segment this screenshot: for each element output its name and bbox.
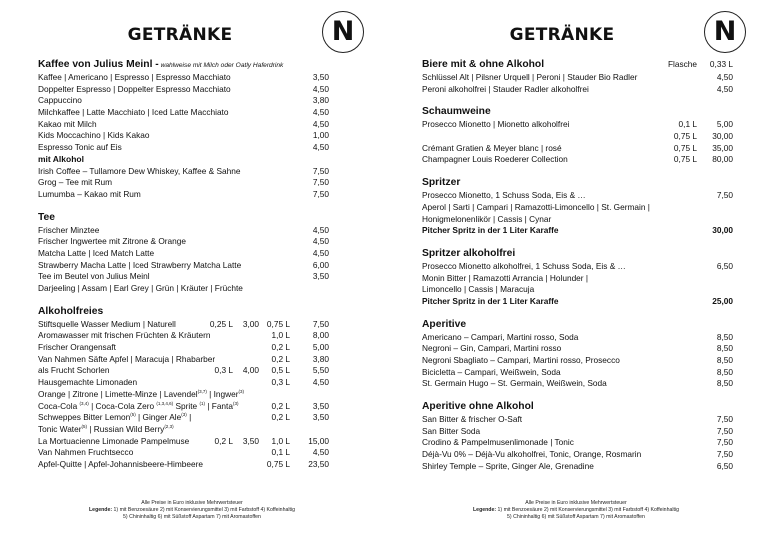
item-price: 8,50 [716,355,733,365]
menu-item [38,365,348,377]
section-heading [38,304,348,319]
item-size: 0,75 L [673,142,697,153]
section-title: Alkoholfreies [38,305,104,317]
allergen-note: (3,7) [197,389,207,395]
item-price: 3,50 [312,271,329,282]
menu-item [422,296,734,308]
item-price: 7,50 [312,177,329,188]
item-size: 1,0 L [271,330,290,341]
spacer [422,166,734,175]
menu-item [422,119,734,131]
item-price: 30,00 [712,131,733,142]
item-name: Americano – Campari, Martini rosso, Soda [422,331,579,342]
item-price: 4,50 [312,377,329,388]
item-price: 1,00 [312,130,329,141]
menu-item [38,354,348,366]
item-name: Negroni – Gin, Campari, Martini rosso [422,343,562,354]
section-title: Aperitive [422,318,467,330]
item-name: Hausgemachte Limonaden [38,377,138,388]
item-size: 0,2 L [271,400,290,411]
item-price: 4,50 [312,142,329,153]
footer-line: 5) Chininhaltig 6) mit Süßstoff Aspartam 7) mit Aromastoffen [507,514,645,520]
item-name-part: | Ginger Ale [135,412,182,423]
item-price: 8,50 [716,331,733,342]
menu-item [422,84,734,96]
item-name: Crémant Gratien & Meyer blanc | rosé [422,142,562,153]
item-name-part: Tonic Water [38,423,82,434]
item-name: Lumumba – Kakao mit Rum [38,188,141,199]
item-name: Grog – Tee mit Rum [38,177,113,188]
menu-item [38,447,348,459]
legend-label: Legende: [473,507,497,513]
section-heading [422,57,734,72]
item-name: Apfel-Quitte | Apfel-Johannisbeere-Himbeere [38,458,203,469]
allergen-note: (3,4) [79,400,89,406]
item-name: Kids Moccachino | Kids Kakao [38,130,150,141]
item-name: St. Germain Hugo – St. Germain, Weißwein, Soda [422,378,607,389]
menu-item [38,119,348,131]
item-price: 4,50 [716,72,733,82]
allergen-note: (3) [232,400,239,406]
item-name: Peroni alkoholfrei | Stauder Radler alkoholfrei [422,83,589,94]
section-heading [422,246,734,261]
section-title: Kaffee von Julius Meinl - [38,59,159,70]
footer-line: Alle Preise in Euro inklusive Mehrwertsteuer [525,500,627,506]
item-name: Frischer Ingwertee mit Zitrone & Orange [38,236,187,247]
menu-item [38,283,348,295]
item-name: Kakao mit Milch [38,118,97,129]
menu-item [38,236,348,248]
menu-page-right [384,0,768,543]
item-price: 15,00 [308,435,329,446]
item-price: 6,00 [312,259,329,270]
menu-item [38,72,348,84]
item-price: 7,50 [312,165,329,176]
item-name-part: | Fanta [204,400,233,411]
menu-item [422,261,734,273]
subsection-heading: mit Alkohol [38,153,84,164]
menu-item [422,449,734,461]
menu-item [38,377,348,389]
item-price: 30,00 [712,225,733,236]
item-name: Aromawasser mit frischen Früchten & Kräutern [38,330,211,341]
item-price: 4,50 [312,224,329,235]
item-price: 7,50 [716,190,733,201]
footer-line: Alle Preise in Euro inklusive Mehrwertsteuer [141,500,243,506]
item-name: Déjà-Vu 0% – Déjà-Vu alkoholfrei, Tonic, Orange, Rosmarin [422,449,642,460]
menu-item [422,414,734,426]
item-name-part: Coca-Cola [38,400,80,411]
item-name [38,424,174,436]
item-name-part: | Russian Wild Berry [87,423,165,434]
item-name: Irish Coffee – Tullamore Dew Whiskey, Kaffee & Sahne [38,165,241,176]
item-size: 0,5 L [271,365,290,376]
menu-item [422,343,734,355]
item-price: 7,50 [312,188,329,199]
menu-item [422,426,734,438]
section-heading [422,175,734,190]
item-price: 35,00 [712,142,733,153]
menu-item [422,131,734,143]
menu-item [38,389,348,401]
brand-logo: N [704,11,746,53]
menu-item [38,412,348,424]
price-footer [0,500,384,521]
item-price: 8,50 [716,366,733,377]
item-size: 0,2 L [271,353,290,364]
item-price: 3,80 [312,353,329,364]
item-size-small: 0,2 L [214,435,233,446]
menu-item [38,142,348,154]
item-price: 25,00 [712,295,733,306]
legend-text: 1) mit Benzoesäure 2) mit Konservierungsmittel 3) mit Farbstoff 4) Koffeinhaltig [496,507,679,513]
item-price: 3,50 [312,400,329,411]
item-size-small: 0,3 L [214,365,233,376]
section-size: 0,33 L [709,59,733,69]
brand-logo: N [322,11,364,53]
item-price: 3,50 [312,72,329,82]
item-name: Van Nahmen Fruchtsecco [38,447,134,458]
menu-item [422,143,734,155]
menu-item [422,273,734,285]
menu-item [38,84,348,96]
section-heading [38,210,348,225]
page-title: GETRÄNKE [509,25,615,45]
item-name: Van Nahmen Säfte Apfel | Maracuja | Rhabarber [38,353,216,364]
item-name: Monin Bitter | Ramazotti Arrancia | Holunder | [422,272,589,283]
footer-legend [384,507,768,514]
menu-item [422,355,734,367]
menu-item [422,202,734,214]
item-price: 7,50 [716,449,733,460]
footer-line: 5) Chininhaltig 6) mit Süßstoff Aspartam 7) mit Aromastoffen [123,514,261,520]
item-size: 0,75 L [266,318,290,329]
menu-item [38,260,348,272]
item-price: 7,50 [716,425,733,436]
menu-item [422,190,734,202]
section-note: wahlweise mit Milch oder Oatly Haferdrink [158,62,284,69]
item-price: 4,50 [312,236,329,247]
item-price: 23,50 [308,458,329,469]
item-name: als Frucht Schorlen [38,365,110,376]
menu-item [38,459,348,471]
item-price: 8,50 [716,343,733,354]
allergen-note: (2,3) [164,424,174,430]
menu-item [38,248,348,260]
item-price: 4,50 [312,447,329,458]
spacer [38,295,348,304]
menu-item [38,130,348,142]
section-size-label: Flasche [667,59,697,69]
item-name-part: Schweppes Bitter Lemon [38,412,131,423]
item-name: Bicicletta – Campari, Weißwein, Soda [422,366,561,377]
menu-item [422,284,734,296]
item-name [38,412,191,424]
item-name: Schlüssel Alt | Pilsner Urquell | Peroni | Stauder Bio Radler [422,72,638,82]
item-size: 0,75 L [673,154,697,165]
item-name: Pitcher Spritz in der 1 Liter Karaffe [422,295,559,306]
item-price: 8,50 [716,378,733,389]
allergen-note: (5) [81,424,87,430]
item-name: Darjeeling | Assam | Earl Grey | Grün | Kräuter | Früchte [38,283,243,293]
item-name: Frischer Orangensaft [38,342,116,353]
item-name-part: | [186,412,192,423]
item-price: 80,00 [712,154,733,165]
menu-item [422,225,734,237]
item-size: 0,75 L [266,458,290,469]
spacer [38,201,348,210]
menu-item [38,436,348,448]
item-price: 3,50 [312,412,329,423]
allergen-note: (3) [181,412,187,418]
menu-item [38,166,348,178]
item-size: 0,75 L [673,131,697,142]
menu-item [38,107,348,119]
menu-item [422,154,734,166]
menu-list [38,57,348,471]
item-size: 0,2 L [271,412,290,423]
item-price: 7,50 [716,414,733,425]
item-name: Crodino & Pampelmusenlimonade | Tonic [422,437,574,448]
item-name [38,401,238,413]
item-name: Milchkaffee | Latte Macchiato | Iced Latte Macchiato [38,107,229,118]
menu-item [38,225,348,237]
menu-item [38,330,348,342]
legend-text: 1) mit Benzoesäure 2) mit Konservierungsmittel 3) mit Farbstoff 4) Koffeinhaltig [112,507,295,513]
item-name: Kaffee | Americano | Espresso | Espresso Macchiato [38,72,231,82]
item-size: 1,0 L [271,435,290,446]
item-size: 0,1 L [678,119,697,130]
price-footer [384,500,768,521]
item-name-part: | Ingwer [206,388,239,399]
allergen-note: (1) [199,400,205,406]
item-price: 4,50 [312,247,329,258]
menu-item [38,424,348,436]
item-name: Matcha Latte | Iced Match Latte [38,247,155,258]
item-name: Frischer Minztee [38,224,100,235]
menu-item [38,319,348,331]
item-price: 3,80 [312,95,329,106]
item-name: Espresso Tonic auf Eis [38,142,122,153]
item-size: 0,1 L [271,447,290,458]
item-name: Limoncello | Cassis | Maracuja [422,284,535,295]
item-price: 4,50 [312,107,329,118]
menu-item [422,72,734,84]
menu-item [38,95,348,107]
item-price: 8,00 [312,330,329,341]
item-name: Prosecco Mionetto, 1 Schuss Soda, Eis & … [422,190,586,201]
item-price: 4,50 [716,83,733,94]
item-price-small: 4,00 [242,365,259,376]
section-heading [422,399,734,414]
item-name [38,389,244,401]
item-name: La Mortuacienne Limonade Pampelmuse [38,435,190,446]
item-name: San Bitter Soda [422,425,481,436]
item-name: Strawberry Macha Latte | Iced Strawberry Matcha Latte [38,259,242,270]
page-title: GETRÄNKE [127,25,233,45]
item-price: 5,50 [312,365,329,376]
item-name-part: | Coca-Cola Zero [88,400,157,411]
section-heading [422,317,734,332]
menu-item [422,214,734,226]
item-name: Pitcher Spritz in der 1 Liter Karaffe [422,225,559,236]
item-name: Honigmelonenlikör | Cassis | Cynar [422,213,552,224]
menu-item [38,189,348,201]
item-price: 7,50 [716,437,733,448]
menu-item [38,342,348,354]
item-name: Tee im Beutel von Julius Meinl [38,271,150,282]
item-price-small: 3,00 [242,318,259,329]
section-heading [38,57,348,72]
item-name: Stiftsquelle Wasser Medium | Naturell [38,318,176,329]
item-name: Prosecco Mionetto | Mionetto alkoholfrei [422,119,570,130]
allergen-note: (3) [238,389,245,395]
item-name: Prosecco Mionetto alkoholfrei, 1 Schuss Soda, Eis & … [422,260,626,271]
spacer [422,390,734,399]
spacer [422,237,734,246]
menu-item [422,367,734,379]
spacer [422,308,734,317]
section-title: Tee [38,211,55,223]
item-price-small: 3,50 [242,435,259,446]
item-name: San Bitter & frischer O-Saft [422,414,523,425]
section-title: Biere mit & ohne Alkohol [422,59,545,70]
spacer [422,95,734,104]
item-size: 0,2 L [271,342,290,353]
item-price: 5,00 [312,342,329,353]
section-title: Spritzer alkoholfrei [422,247,516,259]
menu-item [38,177,348,189]
section-heading [422,104,734,119]
menu-item [38,271,348,283]
item-size: 0,3 L [271,377,290,388]
item-name: Doppelter Espresso | Doppelter Espresso Macchiato [38,83,231,94]
section-title: Aperitive ohne Alkohol [422,401,534,413]
menu-list [422,57,734,473]
item-size-small: 0,25 L [209,318,233,329]
menu-item [422,378,734,390]
item-name-part: Sprite [173,400,200,411]
item-name-part: Orange | Zitrone | Limette-Minze | Lavendel [38,388,198,399]
item-price: 6,50 [716,260,733,271]
item-price: 7,50 [312,318,329,329]
menu-item [422,461,734,473]
item-price: 4,50 [312,118,329,129]
item-price: 4,50 [312,83,329,94]
legend-label: Legende: [89,507,113,513]
item-name: Cappuccino [38,95,82,106]
item-name: Shirley Temple – Sprite, Ginger Ale, Grenadine [422,460,594,471]
allergen-note: (5) [130,412,136,418]
section-title: Spritzer [422,177,461,189]
menu-item [422,332,734,344]
footer-legend [0,507,384,514]
menu-item [38,401,348,413]
item-price: 5,00 [716,119,733,130]
item-name: Champagner Louis Roederer Collection [422,154,568,165]
menu-item [422,437,734,449]
item-name: Aperol | Sarti | Campari | Ramazotti-Limoncello | St. Germain | [422,201,650,212]
item-name: Negroni Sbagliato – Campari, Martini rosso, Prosecco [422,355,620,365]
section-title: Schaumweine [422,106,491,118]
allergen-note: (1,3,4,6) [156,400,174,406]
item-price: 6,50 [716,460,733,471]
